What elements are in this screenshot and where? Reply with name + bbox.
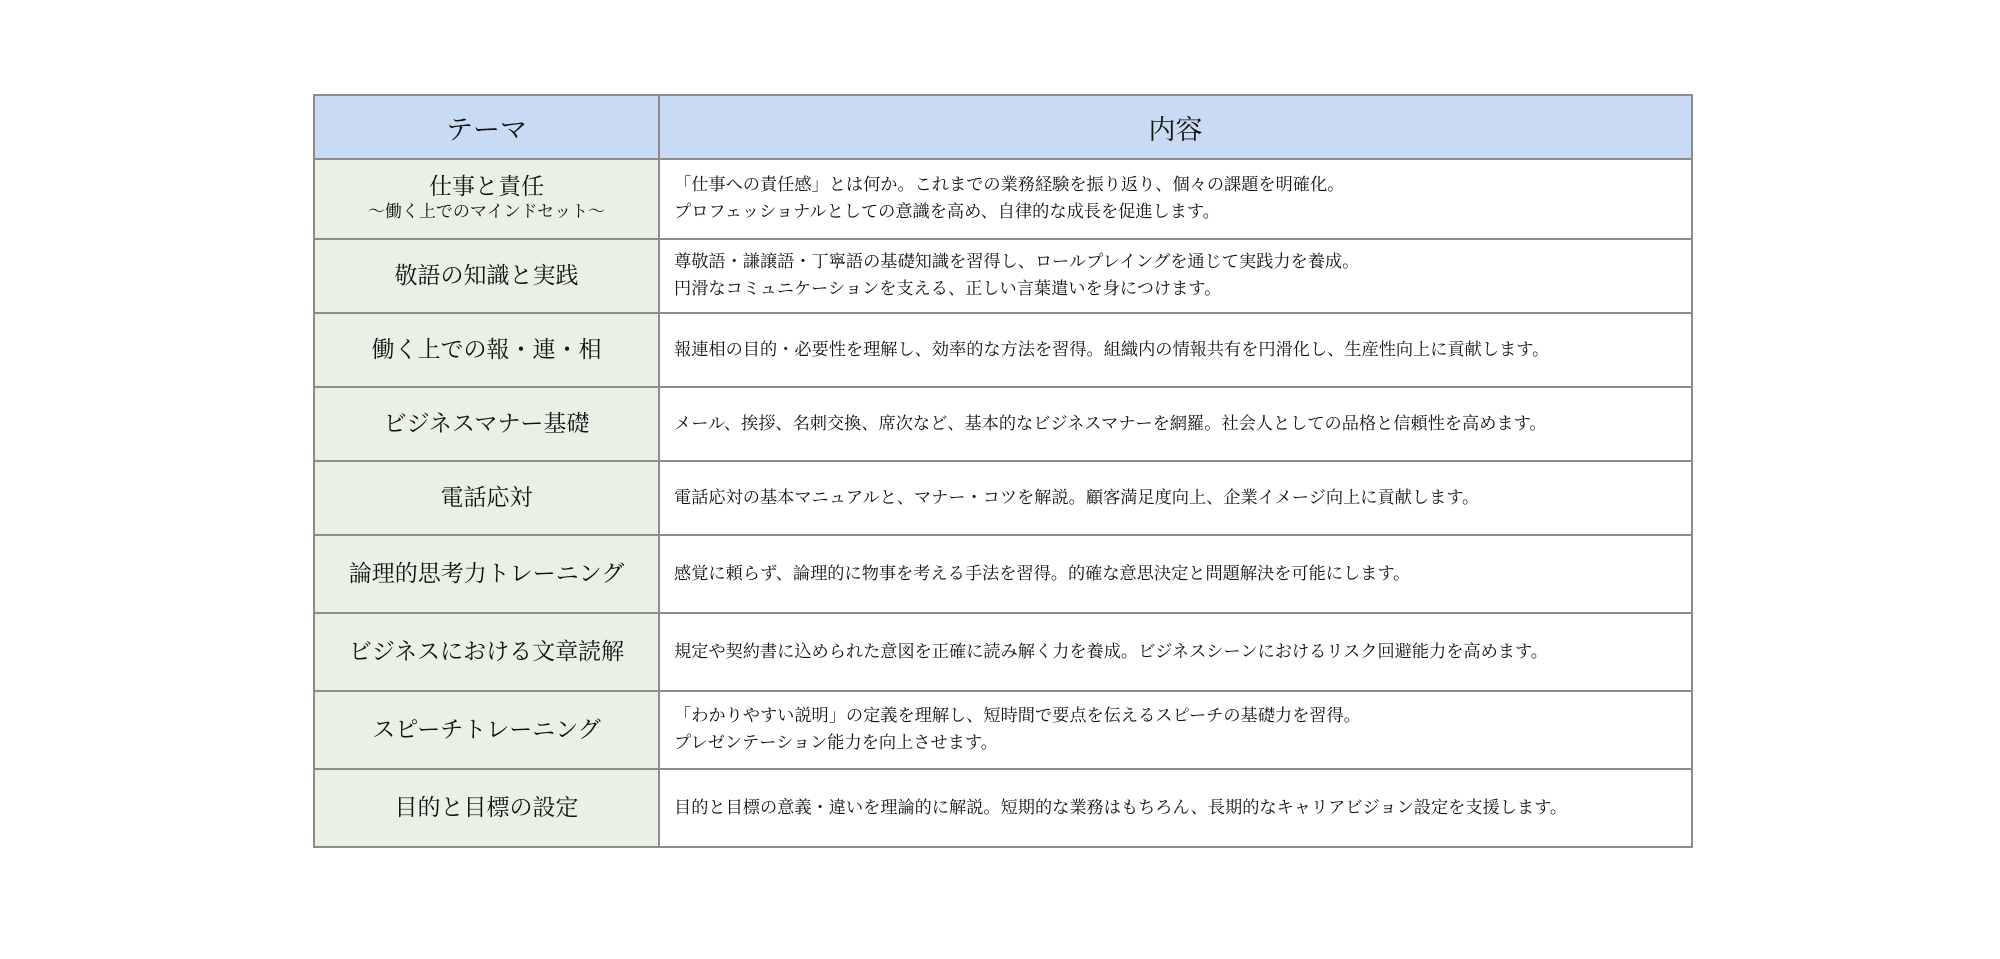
content-line: 規定や契約書に込められた意図を正確に読み解く力を養成。ビジネスシーンにおけるリスク回避能力を高めます。 xyxy=(674,641,1548,662)
theme-column-header: テーマ xyxy=(314,95,659,159)
theme-title: 敬語の知識と実践 xyxy=(394,262,579,289)
theme-title: 目的と目標の設定 xyxy=(394,794,579,821)
table-row xyxy=(314,535,1692,613)
theme-title: ビジネスマナー基礎 xyxy=(383,410,590,437)
content-line: 尊敬語・謙譲語・丁寧語の基礎知識を習得し、ロールプレイングを通じて実践力を養成。 xyxy=(674,252,1360,273)
theme-cell xyxy=(314,387,659,461)
content-line: 電話応対の基本マニュアルと、マナー・コツを解説。顧客満足度向上、企業イメージ向上に貢献します。 xyxy=(674,487,1480,508)
curriculum-table xyxy=(313,94,1693,848)
content-cell xyxy=(659,613,1692,691)
table-row xyxy=(314,387,1692,461)
table-row xyxy=(314,159,1692,239)
theme-title: 論理的思考力トレーニング xyxy=(348,560,625,587)
content-cell xyxy=(659,387,1692,461)
content-cell xyxy=(659,313,1692,387)
theme-cell xyxy=(314,535,659,613)
table-row xyxy=(314,313,1692,387)
theme-title: 働く上での報・連・相 xyxy=(371,336,602,363)
table-row xyxy=(314,691,1692,769)
content-cell xyxy=(659,691,1692,769)
theme-cell xyxy=(314,691,659,769)
content-line: 目的と目標の意義・違いを理論的に解説。短期的な業務はもちろん、長期的なキャリアビジョン設定を支援します。 xyxy=(674,797,1568,818)
table-row xyxy=(314,461,1692,535)
theme-cell xyxy=(314,239,659,313)
theme-subtitle: 〜働く上でのマインドセット〜 xyxy=(367,202,606,223)
content-cell xyxy=(659,461,1692,535)
content-column-header: 内容 xyxy=(659,95,1692,159)
table-row xyxy=(314,239,1692,313)
content-line: 報連相の目的・必要性を理解し、効率的な方法を習得。組織内の情報共有を円滑化し、生産性向上に貢献します。 xyxy=(674,339,1550,360)
content-cell xyxy=(659,769,1692,847)
theme-cell xyxy=(314,769,659,847)
content-line: 「仕事への責任感」とは何か。これまでの業務経験を振り返り、個々の課題を明確化。 xyxy=(674,175,1345,196)
content-line: プロフェッショナルとしての意識を高め、自律的な成長を促進します。 xyxy=(674,202,1220,222)
content-line: 感覚に頼らず、論理的に物事を考える手法を習得。的確な意思決定と問題解決を可能にします。 xyxy=(674,563,1411,584)
theme-title: 電話応対 xyxy=(440,484,533,511)
theme-cell xyxy=(314,461,659,535)
content-line: メール、挨拶、名刺交換、席次など、基本的なビジネスマナーを網羅。社会人としての品格と信頼性を高めます。 xyxy=(674,413,1547,434)
theme-cell xyxy=(314,159,659,239)
theme-title: スピーチトレーニング xyxy=(372,716,601,743)
content-cell xyxy=(659,159,1692,239)
theme-title: 仕事と責任 xyxy=(429,173,544,200)
content-line: プレゼンテーション能力を向上させます。 xyxy=(674,733,998,753)
theme-title: ビジネスにおける文章読解 xyxy=(348,638,625,665)
table-row xyxy=(314,613,1692,691)
theme-cell xyxy=(314,313,659,387)
content-cell xyxy=(659,535,1692,613)
table-header-row xyxy=(314,95,1692,159)
theme-cell xyxy=(314,613,659,691)
table-row xyxy=(314,769,1692,847)
content-line: 円滑なコミュニケーションを支える、正しい言葉遣いを身につけます。 xyxy=(674,279,1222,299)
content-line: 「わかりやすい説明」の定義を理解し、短時間で要点を伝えるスピーチの基礎力を習得。 xyxy=(674,706,1361,727)
content-cell xyxy=(659,239,1692,313)
